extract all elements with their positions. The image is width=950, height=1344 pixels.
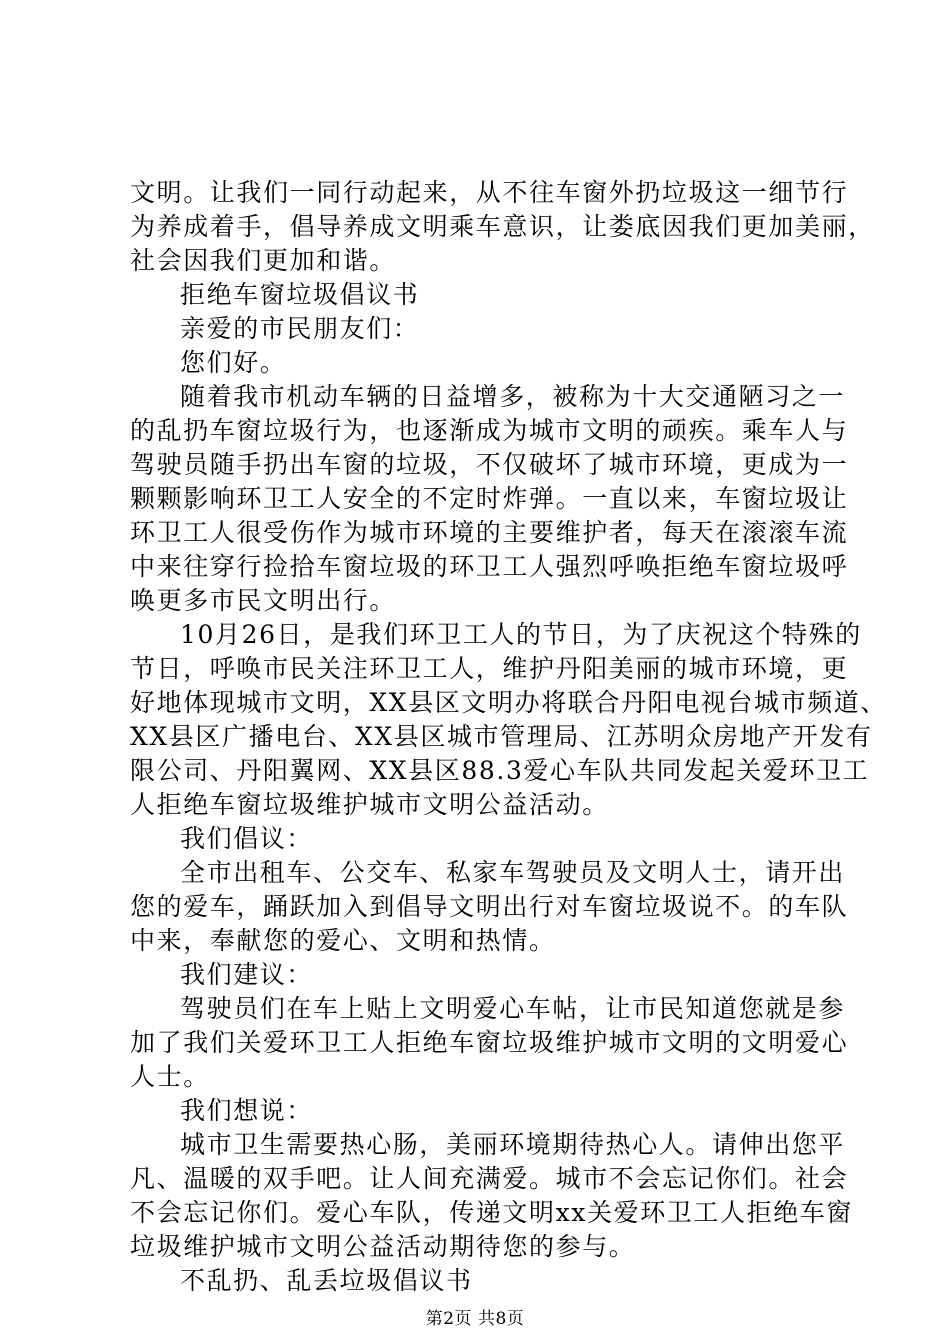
text-line: XX县区广播电台、XX县区城市管理局、江苏明众房地产开发有 [130, 722, 873, 751]
text-line: 颗颗影响环卫工人安全的不定时炸弹。一直以来，车窗垃圾让 [130, 484, 849, 513]
text-line: 人士。 [130, 1062, 210, 1091]
text-line: 随着我市机动车辆的日益增多，被称为十大交通陋习之一 [180, 382, 846, 411]
text-line: 中来，奉献您的爱心、文明和热情。 [130, 926, 556, 955]
text-line: 驾驶员随手扔出车窗的垃圾，不仅破坏了城市环境，更成为一 [130, 450, 849, 479]
text-line: 环卫工人很受伤作为城市环境的主要维护者，每天在滚滚车流 [130, 518, 849, 547]
greeting: 您们好。 [180, 348, 287, 377]
text-line: 文明。让我们一同行动起来，从不往车窗外扔垃圾这一细节行 [130, 178, 849, 207]
text-line: 加了我们关爱环卫工人拒绝车窗垃圾维护城市文明的文明爱心 [130, 1028, 849, 1057]
text-line: 唤更多市民文明出行。 [130, 586, 397, 615]
text-line: 为养成着手，倡导养成文明乘车意识，让娄底因我们更加美丽， [130, 212, 875, 241]
text-line: 节日，呼唤市民关注环卫工人，维护丹阳美丽的城市环境，更 [130, 654, 849, 683]
letter-title: 不乱扔、乱丢垃圾倡议书 [180, 1266, 473, 1295]
text-line: 人拒绝车窗垃圾维护城市文明公益活动。 [130, 790, 609, 819]
salutation: 亲爱的市民朋友们： [180, 314, 420, 343]
section-heading: 我们建议： [180, 960, 314, 989]
section-heading: 我们倡议： [180, 824, 314, 853]
text-line: 您的爱车，踊跃加入到倡导文明出行对车窗垃圾说不。的车队 [130, 892, 849, 921]
text-line: 好地体现城市文明，XX县区文明办将联合丹阳电视台城市频道、 [130, 688, 887, 717]
text-line: 的乱扔车窗垃圾行为，也逐渐成为城市文明的顽疾。乘车人与 [130, 416, 849, 445]
letter-title: 拒绝车窗垃圾倡议书 [180, 280, 420, 309]
text-line: 凡、温暖的双手吧。让人间充满爱。城市不会忘记你们。社会 [130, 1164, 849, 1193]
section-heading: 我们想说： [180, 1096, 314, 1125]
text-line: 全市出租车、公交车、私家车驾驶员及文明人士，请开出 [180, 858, 846, 887]
text-line: 城市卫生需要热心肠，美丽环境期待热心人。请伸出您平 [180, 1130, 846, 1159]
text-line: 限公司、丹阳翼网、XX县区88.3爱心车队共同发起关爱环卫工 [130, 756, 870, 785]
page-footer: 第2页 共8页 [425, 1309, 525, 1329]
text-line: 社会因我们更加和谐。 [130, 246, 397, 275]
text-line: 中来往穿行捡拾车窗垃圾的环卫工人强烈呼唤拒绝车窗垃圾呼 [130, 552, 849, 581]
text-line: 10月26日，是我们环卫工人的节日，为了庆祝这个特殊的 [180, 620, 862, 649]
text-line: 垃圾维护城市文明公益活动期待您的参与。 [130, 1232, 636, 1261]
text-line: 驾驶员们在车上贴上文明爱心车帖，让市民知道您就是参 [180, 994, 846, 1023]
text-line: 不会忘记你们。爱心车队，传递文明xx关爱环卫工人拒绝车窗 [130, 1198, 854, 1227]
